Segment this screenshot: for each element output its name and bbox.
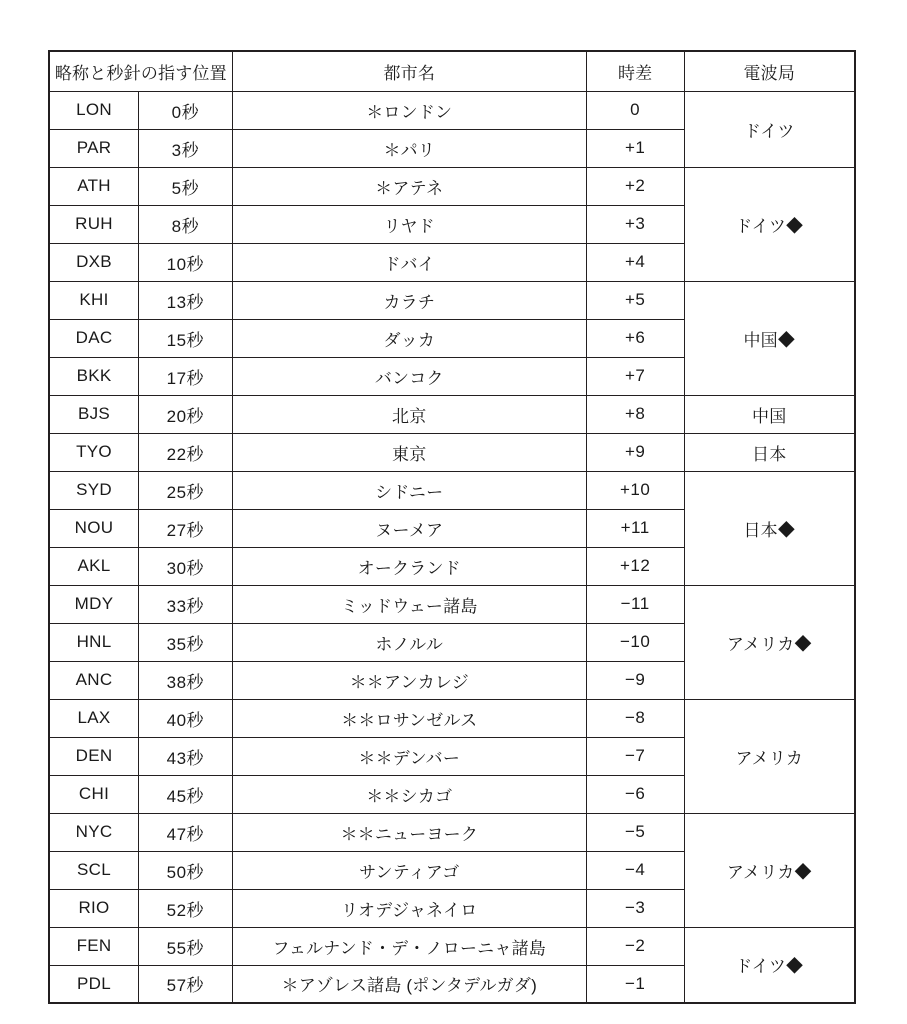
cell-city-name: ＊パリ — [232, 129, 586, 167]
cell-second-hand-position: 57秒 — [139, 965, 233, 1003]
cell-second-hand-position: 55秒 — [139, 927, 233, 965]
cell-city-abbreviation: RUH — [49, 205, 139, 243]
cell-city-name: 東京 — [232, 433, 586, 471]
table-row — [49, 699, 855, 737]
cell-city-name: サンティアゴ — [232, 851, 586, 889]
cell-city-abbreviation: BJS — [49, 395, 139, 433]
cell-city-name: ＊＊ロサンゼルス — [232, 699, 586, 737]
cell-city-name: ＊＊デンバー — [232, 737, 586, 775]
cell-city-name: オークランド — [232, 547, 586, 585]
cell-city-abbreviation: KHI — [49, 281, 139, 319]
cell-city-abbreviation: MDY — [49, 585, 139, 623]
cell-second-hand-position: 50秒 — [139, 851, 233, 889]
cell-radio-station: 中国◆ — [684, 281, 855, 395]
table-row — [49, 927, 855, 965]
table-row — [49, 395, 855, 433]
cell-radio-station: ドイツ◆ — [684, 927, 855, 1003]
cell-city-name: シドニー — [232, 471, 586, 509]
cell-second-hand-position: 13秒 — [139, 281, 233, 319]
table-row — [49, 813, 855, 851]
cell-radio-station: 日本◆ — [684, 471, 855, 585]
cell-second-hand-position: 3秒 — [139, 129, 233, 167]
cell-time-difference: +2 — [586, 167, 684, 205]
cell-second-hand-position: 15秒 — [139, 319, 233, 357]
cell-time-difference: −6 — [586, 775, 684, 813]
cell-second-hand-position: 8秒 — [139, 205, 233, 243]
cell-second-hand-position: 25秒 — [139, 471, 233, 509]
cell-time-difference: −5 — [586, 813, 684, 851]
header-radio-station: 電波局 — [684, 51, 855, 91]
cell-radio-station: 中国 — [684, 395, 855, 433]
table-body — [49, 91, 855, 1003]
cell-city-abbreviation: BKK — [49, 357, 139, 395]
cell-city-abbreviation: NOU — [49, 509, 139, 547]
header-abbr-and-second-position: 略称と秒針の指す位置 — [49, 51, 232, 91]
cell-city-name: ＊ロンドン — [232, 91, 586, 129]
cell-second-hand-position: 52秒 — [139, 889, 233, 927]
cell-time-difference: +10 — [586, 471, 684, 509]
cell-second-hand-position: 45秒 — [139, 775, 233, 813]
cell-second-hand-position: 40秒 — [139, 699, 233, 737]
cell-time-difference: −3 — [586, 889, 684, 927]
cell-time-difference: −10 — [586, 623, 684, 661]
cell-second-hand-position: 47秒 — [139, 813, 233, 851]
cell-second-hand-position: 35秒 — [139, 623, 233, 661]
table-row — [49, 91, 855, 129]
cell-city-name: カラチ — [232, 281, 586, 319]
table-row — [49, 281, 855, 319]
cell-time-difference: +8 — [586, 395, 684, 433]
header-time-difference: 時差 — [586, 51, 684, 91]
cell-second-hand-position: 5秒 — [139, 167, 233, 205]
cell-city-name: フェルナンド・デ・ノローニャ諸島 — [232, 927, 586, 965]
cell-city-name: リオデジャネイロ — [232, 889, 586, 927]
cell-city-name: バンコク — [232, 357, 586, 395]
cell-city-abbreviation: ATH — [49, 167, 139, 205]
cell-city-name: ダッカ — [232, 319, 586, 357]
cell-time-difference: +12 — [586, 547, 684, 585]
cell-city-abbreviation: TYO — [49, 433, 139, 471]
cell-city-abbreviation: SCL — [49, 851, 139, 889]
cell-second-hand-position: 38秒 — [139, 661, 233, 699]
cell-radio-station: アメリカ — [684, 699, 855, 813]
table-row — [49, 433, 855, 471]
cell-time-difference: +6 — [586, 319, 684, 357]
cell-city-abbreviation: FEN — [49, 927, 139, 965]
cell-time-difference: −7 — [586, 737, 684, 775]
cell-city-abbreviation: LON — [49, 91, 139, 129]
cell-city-abbreviation: DEN — [49, 737, 139, 775]
cell-second-hand-position: 43秒 — [139, 737, 233, 775]
cell-city-abbreviation: DAC — [49, 319, 139, 357]
cell-time-difference: +11 — [586, 509, 684, 547]
cell-time-difference: +5 — [586, 281, 684, 319]
cell-city-abbreviation: AKL — [49, 547, 139, 585]
cell-city-abbreviation: DXB — [49, 243, 139, 281]
cell-city-name: ヌーメア — [232, 509, 586, 547]
cell-time-difference: +3 — [586, 205, 684, 243]
cell-city-name: ドバイ — [232, 243, 586, 281]
cell-city-name: 北京 — [232, 395, 586, 433]
cell-second-hand-position: 0秒 — [139, 91, 233, 129]
cell-city-abbreviation: LAX — [49, 699, 139, 737]
table-row — [49, 585, 855, 623]
cell-time-difference: +9 — [586, 433, 684, 471]
cell-time-difference: −4 — [586, 851, 684, 889]
cell-city-name: ＊＊シカゴ — [232, 775, 586, 813]
cell-second-hand-position: 22秒 — [139, 433, 233, 471]
cell-city-name: ＊＊ニューヨーク — [232, 813, 586, 851]
table-row — [49, 471, 855, 509]
table-header — [49, 51, 855, 91]
cell-time-difference: +1 — [586, 129, 684, 167]
cell-city-name: ＊＊アンカレジ — [232, 661, 586, 699]
cell-second-hand-position: 33秒 — [139, 585, 233, 623]
cell-city-name: ＊アゾレス諸島 (ポンタデルガダ) — [232, 965, 586, 1003]
cell-radio-station: アメリカ◆ — [684, 813, 855, 927]
cell-radio-station: 日本 — [684, 433, 855, 471]
cell-city-abbreviation: CHI — [49, 775, 139, 813]
cell-time-difference: −1 — [586, 965, 684, 1003]
world-time-city-table — [48, 50, 856, 1004]
cell-time-difference: +4 — [586, 243, 684, 281]
cell-second-hand-position: 30秒 — [139, 547, 233, 585]
cell-second-hand-position: 20秒 — [139, 395, 233, 433]
cell-second-hand-position: 17秒 — [139, 357, 233, 395]
cell-second-hand-position: 10秒 — [139, 243, 233, 281]
cell-second-hand-position: 27秒 — [139, 509, 233, 547]
cell-radio-station: ドイツ — [684, 91, 855, 167]
cell-time-difference: −11 — [586, 585, 684, 623]
cell-city-abbreviation: PDL — [49, 965, 139, 1003]
cell-city-abbreviation: RIO — [49, 889, 139, 927]
cell-time-difference: +7 — [586, 357, 684, 395]
cell-time-difference: −2 — [586, 927, 684, 965]
cell-city-name: ＊アテネ — [232, 167, 586, 205]
cell-time-difference: −8 — [586, 699, 684, 737]
cell-city-name: リヤド — [232, 205, 586, 243]
cell-city-abbreviation: ANC — [49, 661, 139, 699]
table-header-row — [49, 51, 855, 91]
cell-city-name: ホノルル — [232, 623, 586, 661]
cell-city-abbreviation: NYC — [49, 813, 139, 851]
table-row — [49, 167, 855, 205]
cell-time-difference: 0 — [586, 91, 684, 129]
cell-city-abbreviation: PAR — [49, 129, 139, 167]
cell-city-abbreviation: SYD — [49, 471, 139, 509]
city-table-container — [48, 50, 856, 1004]
cell-city-name: ミッドウェー諸島 — [232, 585, 586, 623]
header-city-name: 都市名 — [232, 51, 586, 91]
cell-time-difference: −9 — [586, 661, 684, 699]
cell-radio-station: アメリカ◆ — [684, 585, 855, 699]
cell-radio-station: ドイツ◆ — [684, 167, 855, 281]
cell-city-abbreviation: HNL — [49, 623, 139, 661]
